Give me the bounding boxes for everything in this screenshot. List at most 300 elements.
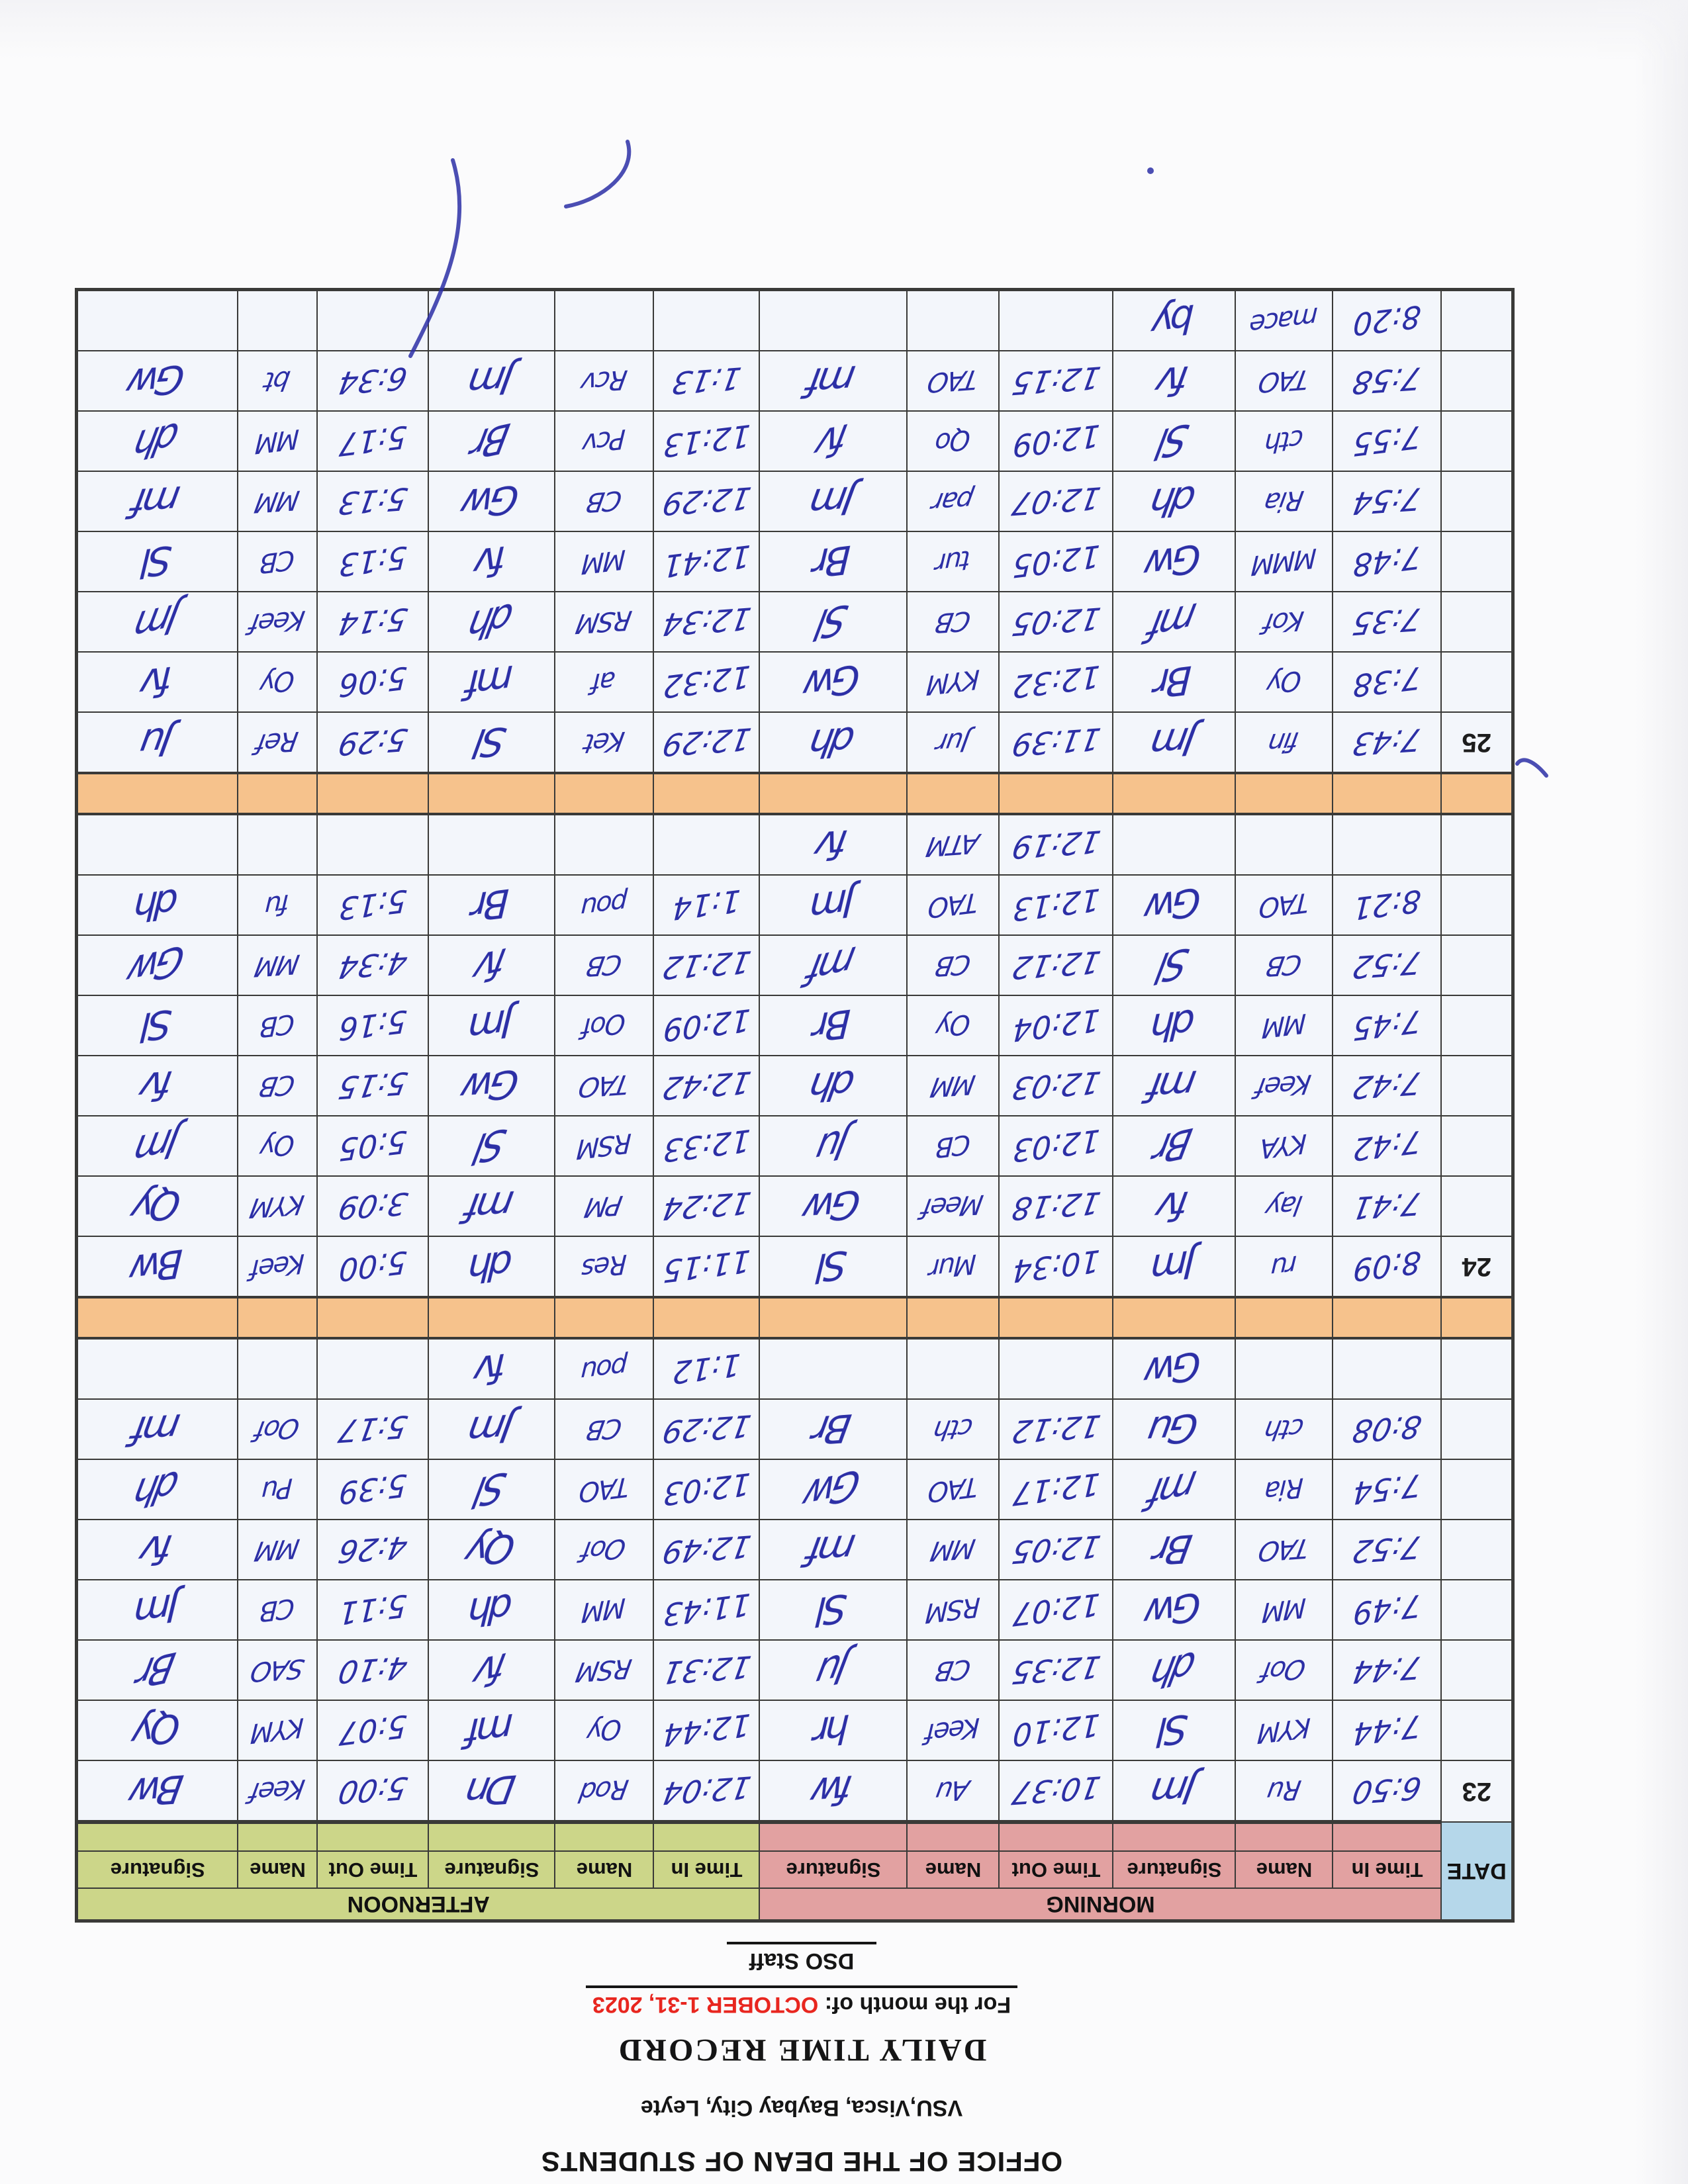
afternoon-name-cell	[555, 592, 653, 652]
handwriting-time: 11:15	[662, 1243, 751, 1290]
morning-name-cell	[1236, 1236, 1333, 1297]
header-pad-cell	[908, 1822, 1000, 1851]
handwriting-time: 6:34	[336, 360, 410, 402]
handwriting-name: MM	[255, 423, 300, 459]
handwriting-sig: Gw	[802, 1459, 865, 1520]
morning-time-cell	[1000, 290, 1113, 351]
morning-name-cell	[1236, 1700, 1333, 1760]
afternoon-time-cell	[653, 652, 759, 712]
afternoon-name-cell	[238, 1338, 317, 1399]
handwriting-sig: dh	[1150, 477, 1199, 526]
afternoon-name-cell	[555, 814, 653, 875]
header-pad-cell	[428, 1822, 555, 1851]
morning-name-cell	[908, 1580, 1000, 1640]
handwriting-name: TAO	[579, 1471, 630, 1508]
date-cell	[1442, 995, 1513, 1056]
handwriting-name: tur	[935, 544, 971, 579]
handwriting-name: CB	[258, 1069, 298, 1103]
separator-cell	[317, 1297, 428, 1338]
handwriting-sig: mf	[1148, 1461, 1201, 1518]
afternoon-time-cell	[317, 411, 428, 471]
handwriting-name: Ref	[255, 725, 301, 759]
handwriting-name: Ria	[1264, 1471, 1304, 1508]
morning-sig-cell	[1113, 1640, 1236, 1700]
handwriting-time: 12:05	[1009, 1528, 1103, 1571]
handwriting-name: Oof	[254, 1412, 302, 1447]
handwriting-sig: Sl	[1159, 1706, 1190, 1755]
afternoon-name-cell	[238, 1236, 317, 1297]
afternoon-sig-cell	[428, 411, 555, 471]
morning-sig-cell	[1113, 351, 1236, 411]
morning-name-cell	[908, 935, 1000, 995]
morning-time-cell	[1000, 1459, 1113, 1520]
handwriting-time: 5:07	[338, 1707, 408, 1753]
morning-name-cell	[1236, 1459, 1333, 1520]
afternoon-name-cell	[555, 935, 653, 995]
morning-time-cell	[1000, 471, 1113, 531]
morning-name-cell	[908, 875, 1000, 935]
afternoon-time-cell	[653, 935, 759, 995]
handwriting-time: 12:03	[1009, 1064, 1103, 1107]
handwriting-name: TAO	[926, 363, 980, 398]
separator-cell	[908, 773, 1000, 814]
morning-sig-cell	[759, 712, 907, 773]
morning-time-cell	[1333, 712, 1442, 773]
afternoon-time-cell	[317, 1760, 428, 1822]
handwriting-sig: fv	[814, 414, 853, 469]
handwriting-sig: Jm	[470, 1000, 514, 1051]
handwriting-time: 7:38	[1352, 659, 1423, 705]
handwriting-name: Res	[581, 1248, 628, 1285]
afternoon-time-cell	[653, 592, 759, 652]
month-label: For the month of:	[824, 1992, 1011, 2017]
handwriting-sig: fv	[815, 821, 852, 869]
handwriting-time: 12:42	[659, 1064, 754, 1107]
morning-name-cell	[1236, 1640, 1333, 1700]
afternoon-sig-cell	[428, 471, 555, 531]
header-pad-cell	[1000, 1822, 1113, 1851]
date-cell	[1442, 1236, 1513, 1297]
afternoon-sig-cell	[76, 875, 238, 935]
morning-time-cell	[1333, 1338, 1442, 1399]
handwriting-time: 12:07	[1011, 1586, 1101, 1633]
handwriting-sig: Sl	[818, 1585, 849, 1635]
handwriting-time: 12:09	[1011, 418, 1101, 465]
morning-name-cell	[908, 1056, 1000, 1116]
handwriting-time: 5:06	[338, 659, 408, 705]
handwriting-name: MM	[929, 1068, 978, 1103]
handwriting-sig: Br	[473, 880, 510, 931]
separator-cell	[555, 773, 653, 814]
afternoon-time-cell	[317, 1116, 428, 1176]
date-cell	[1442, 1640, 1513, 1700]
handwriting-time: 5:13	[336, 480, 410, 522]
afternoon-time-cell	[653, 1580, 759, 1640]
address-line: VSU,Visca, Baybay City, Leyte	[640, 2095, 963, 2120]
handwriting-time: 5:14	[336, 601, 410, 643]
afternoon-sig-cell	[76, 1176, 238, 1236]
afternoon-name-cell	[238, 411, 317, 471]
morning-sig-cell	[759, 1640, 907, 1700]
handwriting-time: 12:13	[1011, 882, 1101, 929]
handwriting-name: Keef	[250, 1248, 305, 1285]
handwriting-time: 12:04	[659, 1769, 754, 1812]
handwriting-time: 12:17	[1011, 1466, 1101, 1513]
handwriting-name: CB	[935, 1128, 971, 1163]
header-pad-cell	[653, 1822, 759, 1851]
col-header: Time In	[653, 1851, 759, 1888]
afternoon-sig-cell	[76, 531, 238, 592]
morning-name-cell	[908, 1236, 1000, 1297]
handwriting-name: Ria	[1262, 484, 1306, 518]
handwriting-name: KYA	[1260, 1127, 1308, 1165]
handwriting-time: 5:00	[338, 1244, 408, 1289]
morning-time-cell	[1000, 1116, 1113, 1176]
separator-cell	[1000, 1297, 1113, 1338]
handwriting-sig: Gw	[126, 935, 189, 995]
morning-sig-cell	[759, 411, 907, 471]
handwriting-sig: Bw	[128, 1766, 187, 1815]
afternoon-time-cell	[317, 1399, 428, 1459]
handwriting-time: 12:04	[1011, 1002, 1101, 1049]
handwriting-sig: Br	[1152, 1118, 1197, 1174]
handwriting-name: KYM	[926, 663, 980, 701]
afternoon-name-cell	[555, 1760, 653, 1822]
morning-sig-cell	[759, 814, 907, 875]
afternoon-name-cell	[238, 1056, 317, 1116]
afternoon-name-cell	[238, 1459, 317, 1520]
afternoon-time-cell	[317, 1338, 428, 1399]
morning-sig-cell	[759, 531, 907, 592]
handwriting-sig: dh	[132, 1461, 183, 1518]
form-header	[89, 1942, 1515, 2177]
date-cell	[1442, 1399, 1513, 1459]
afternoon-name-cell	[238, 1176, 317, 1236]
afternoon-sig-cell	[76, 411, 238, 471]
morning-time-cell	[1000, 351, 1113, 411]
handwriting-name: bt	[262, 364, 293, 398]
handwriting-name: Jur	[935, 725, 972, 759]
afternoon-name-cell	[238, 652, 317, 712]
afternoon-sig-cell	[428, 1236, 555, 1297]
handwriting-name: pou	[581, 1350, 628, 1388]
afternoon-name-cell	[238, 351, 317, 411]
handwriting-name: MM	[253, 1532, 303, 1567]
separator-cell	[238, 773, 317, 814]
afternoon-sig-cell	[76, 1116, 238, 1176]
separator-cell	[653, 773, 759, 814]
handwriting-time: 4:10	[336, 1649, 410, 1691]
handwriting-name: KYM	[248, 1189, 307, 1224]
afternoon-time-cell	[317, 592, 428, 652]
separator-cell	[759, 1297, 907, 1338]
afternoon-sig-cell	[76, 1236, 238, 1297]
afternoon-sig-cell	[428, 351, 555, 411]
handwriting-name: lay	[1264, 1189, 1305, 1223]
date-cell	[1442, 1116, 1513, 1176]
morning-name-cell	[908, 1520, 1000, 1580]
afternoon-time-cell	[317, 1640, 428, 1700]
handwriting-sig: Jm	[812, 880, 855, 931]
handwriting-sig: Ju	[814, 1118, 853, 1173]
afternoon-name-cell	[238, 712, 317, 773]
morning-sig-cell	[1113, 592, 1236, 652]
afternoon-sig-cell	[76, 995, 238, 1056]
afternoon-name-cell	[555, 411, 653, 471]
handwriting-name: MM	[253, 948, 303, 983]
morning-name-cell	[1236, 592, 1333, 652]
handwriting-sig: fv	[1156, 1182, 1193, 1230]
date-cell	[1442, 351, 1513, 411]
morning-time-cell	[1000, 712, 1113, 773]
handwriting-time: 5:05	[338, 1123, 408, 1169]
handwriting-time: 12:33	[662, 1122, 751, 1169]
col-header: Signature	[76, 1851, 238, 1888]
handwriting-name: TAO	[577, 1068, 632, 1103]
morning-name-cell	[908, 411, 1000, 471]
handwriting-sig: Gw	[806, 656, 861, 708]
handwriting-sig: Sl	[474, 718, 510, 766]
handwriting-time: 12:31	[659, 1649, 754, 1692]
morning-sig-cell	[1113, 1459, 1236, 1520]
handwriting-sig: Gw	[127, 356, 189, 406]
afternoon-name-cell	[555, 1399, 653, 1459]
morning-time-cell	[1000, 1236, 1113, 1297]
handwriting-sig: Sl	[473, 1462, 510, 1517]
morning-time-cell	[1333, 1399, 1442, 1459]
morning-name-cell	[1236, 411, 1333, 471]
handwriting-name: RSM	[925, 1591, 981, 1629]
handwriting-time: 12:18	[1009, 1185, 1103, 1228]
afternoon-name-cell	[555, 1056, 653, 1116]
afternoon-time-cell	[653, 1700, 759, 1760]
header-pad-cell	[1333, 1822, 1442, 1851]
afternoon-time-cell	[653, 1236, 759, 1297]
morning-time-cell	[1000, 411, 1113, 471]
morning-sig-cell	[759, 1116, 907, 1176]
handwriting-time: 7:52	[1350, 944, 1425, 986]
date-cell	[1442, 935, 1513, 995]
handwriting-sig: fv	[476, 537, 508, 586]
afternoon-time-cell	[317, 652, 428, 712]
handwriting-time: 12:41	[662, 538, 751, 585]
col-header: Signature	[759, 1851, 907, 1888]
handwriting-sig: Br	[812, 1405, 855, 1453]
afternoon-time-cell	[317, 1176, 428, 1236]
afternoon-sig-cell	[76, 290, 238, 351]
handwriting-sig: Sl	[473, 1118, 510, 1173]
afternoon-time-cell	[653, 1056, 759, 1116]
handwriting-name: CB	[259, 1592, 296, 1627]
date-cell	[1442, 1760, 1513, 1822]
morning-sig-cell	[759, 471, 907, 531]
morning-name-cell	[908, 1176, 1000, 1236]
afternoon-sig-cell	[76, 1520, 238, 1580]
afternoon-time-cell	[653, 1399, 759, 1459]
handwriting-time: 6:50	[1350, 1770, 1425, 1811]
separator-cell	[653, 1297, 759, 1338]
handwriting-name: pou	[581, 886, 628, 924]
morning-name-cell	[1236, 1338, 1333, 1399]
morning-sig-cell	[1113, 1700, 1236, 1760]
morning-name-cell	[1236, 814, 1333, 875]
handwriting-name: Meef	[921, 1189, 986, 1224]
afternoon-sig-cell	[76, 1640, 238, 1700]
morning-sig-cell	[1113, 1236, 1236, 1297]
afternoon-time-cell	[653, 875, 759, 935]
morning-name-cell	[1236, 1760, 1333, 1822]
col-header: Time Out	[317, 1851, 428, 1888]
morning-sig-cell	[759, 1056, 907, 1116]
afternoon-time-cell	[653, 1176, 759, 1236]
header-pad-cell	[759, 1822, 907, 1851]
handwriting-sig: Jm	[1150, 1766, 1199, 1815]
morning-name-cell	[1236, 1520, 1333, 1580]
afternoon-name-cell	[555, 1176, 653, 1236]
morning-time-cell	[1000, 1760, 1113, 1822]
handwriting-sig: dh	[1152, 1000, 1196, 1051]
afternoon-name-cell	[555, 995, 653, 1056]
handwriting-sig: Sl	[815, 594, 852, 649]
afternoon-sig-cell	[428, 814, 555, 875]
handwriting-name: MM	[582, 543, 627, 580]
morning-sig-cell	[759, 1338, 907, 1399]
handwriting-name: Keef	[926, 1711, 980, 1749]
handwriting-sig: fv	[139, 1525, 176, 1574]
handwriting-time: 12:12	[1009, 1408, 1103, 1451]
afternoon-name-cell	[555, 652, 653, 712]
handwriting-sig: Qy	[465, 1525, 518, 1574]
handwriting-name: RSM	[577, 1127, 632, 1165]
handwriting-sig: fv	[473, 938, 511, 993]
date-cell	[1442, 290, 1513, 351]
handwriting-time: 11:39	[1009, 721, 1103, 764]
handwriting-time: 5:39	[338, 1467, 408, 1512]
handwriting-sig: Qy	[134, 1704, 181, 1756]
separator-cell	[1113, 773, 1236, 814]
handwriting-sig: Jm	[809, 477, 858, 526]
morning-time-cell	[1333, 1640, 1442, 1700]
handwriting-time: 7:52	[1350, 1529, 1425, 1570]
afternoon-name-cell	[555, 1640, 653, 1700]
scan-edge-shadow	[0, 0, 1688, 60]
morning-time-cell	[1000, 814, 1113, 875]
morning-time-cell	[1333, 652, 1442, 712]
separator-cell	[1333, 773, 1442, 814]
header-pad-cell	[555, 1822, 653, 1851]
date-cell	[1442, 1056, 1513, 1116]
morning-name-cell	[908, 814, 1000, 875]
afternoon-sig-cell	[428, 995, 555, 1056]
date-cell	[1442, 875, 1513, 935]
handwriting-name: Rcv	[579, 363, 630, 398]
handwriting-time: 7:44	[1350, 1649, 1425, 1691]
afternoon-sig-cell	[76, 592, 238, 652]
handwriting-time: 5:16	[338, 1003, 408, 1048]
handwriting-name: Oy	[259, 664, 296, 700]
handwriting-name: SAO	[249, 1653, 306, 1688]
afternoon-name-cell	[555, 351, 653, 411]
morning-sig-cell	[759, 1580, 907, 1640]
handwriting-name: MM	[1262, 1592, 1307, 1628]
morning-sig-cell	[1113, 995, 1236, 1056]
handwriting-name: Oof	[582, 1007, 626, 1044]
morning-sig-cell	[759, 875, 907, 935]
separator-cell	[317, 773, 428, 814]
afternoon-name-cell	[238, 814, 317, 875]
pen-dot	[1147, 167, 1154, 174]
handwriting-time: 5:00	[336, 1770, 410, 1811]
handwriting-time: 12:34	[659, 600, 754, 643]
pen-stroke	[566, 142, 629, 206]
handwriting-sig: fw	[811, 1766, 856, 1815]
handwriting-name: ru	[1271, 1249, 1297, 1284]
morning-time-cell	[1333, 592, 1442, 652]
handwriting-sig: dh	[467, 593, 517, 651]
handwriting-sig: by	[1153, 295, 1196, 346]
date-cell	[1442, 652, 1513, 712]
handwriting-name: CB	[585, 948, 624, 982]
handwriting-sig: Qy	[131, 1181, 185, 1231]
handwriting-time: 10:34	[1011, 1243, 1101, 1290]
afternoon-sig-cell	[428, 531, 555, 592]
afternoon-sig-cell	[428, 1640, 555, 1700]
morning-time-cell	[1333, 875, 1442, 935]
handwriting-time: 5:13	[338, 539, 408, 584]
handwriting-time: 12:15	[1009, 359, 1103, 402]
handwriting-sig: Bw	[132, 1240, 184, 1293]
header-pad-cell	[1113, 1822, 1236, 1851]
handwriting-sig: mf	[469, 657, 515, 707]
morning-time-cell	[1000, 1700, 1113, 1760]
morning-time-cell	[1333, 995, 1442, 1056]
handwriting-time: 8:21	[1352, 882, 1423, 928]
handwriting-name: Oy	[259, 1128, 296, 1163]
morning-time-cell	[1333, 814, 1442, 875]
separator-cell	[238, 1297, 317, 1338]
morning-name-cell	[908, 1116, 1000, 1176]
handwriting-time: 5:11	[338, 1587, 408, 1633]
morning-time-cell	[1000, 995, 1113, 1056]
afternoon-header: AFTERNOON	[76, 1888, 759, 1921]
handwriting-time: 5:17	[336, 1408, 410, 1450]
handwriting-name: CB	[933, 605, 973, 639]
office-title: OFFICE OF THE DEAN OF STUDENTS	[540, 2146, 1063, 2177]
handwriting-name: Oy	[586, 1713, 622, 1748]
date-cell	[1442, 592, 1513, 652]
date-cell	[1442, 411, 1513, 471]
morning-time-cell	[1000, 1580, 1113, 1640]
afternoon-sig-cell	[428, 1116, 555, 1176]
handwriting-name: MM	[929, 1532, 978, 1567]
morning-time-cell	[1333, 1459, 1442, 1520]
handwriting-name: MM	[1262, 1007, 1307, 1044]
morning-sig-cell	[1113, 652, 1236, 712]
handwriting-name: Ket	[582, 725, 627, 759]
date-number: 24	[1462, 1252, 1491, 1281]
handwriting-name: Oof	[1260, 1653, 1309, 1688]
afternoon-name-cell	[238, 875, 317, 935]
header-pad-cell	[317, 1822, 428, 1851]
handwriting-name: Oy	[1266, 664, 1302, 700]
handwriting-time: 7:48	[1352, 539, 1423, 584]
handwriting-sig: Br	[1156, 657, 1193, 707]
handwriting-name: KYM	[1257, 1711, 1311, 1749]
col-header: Name	[555, 1851, 653, 1888]
morning-time-cell	[1333, 290, 1442, 351]
handwriting-name: Oy	[935, 1008, 971, 1043]
morning-sig-cell	[759, 1459, 907, 1520]
